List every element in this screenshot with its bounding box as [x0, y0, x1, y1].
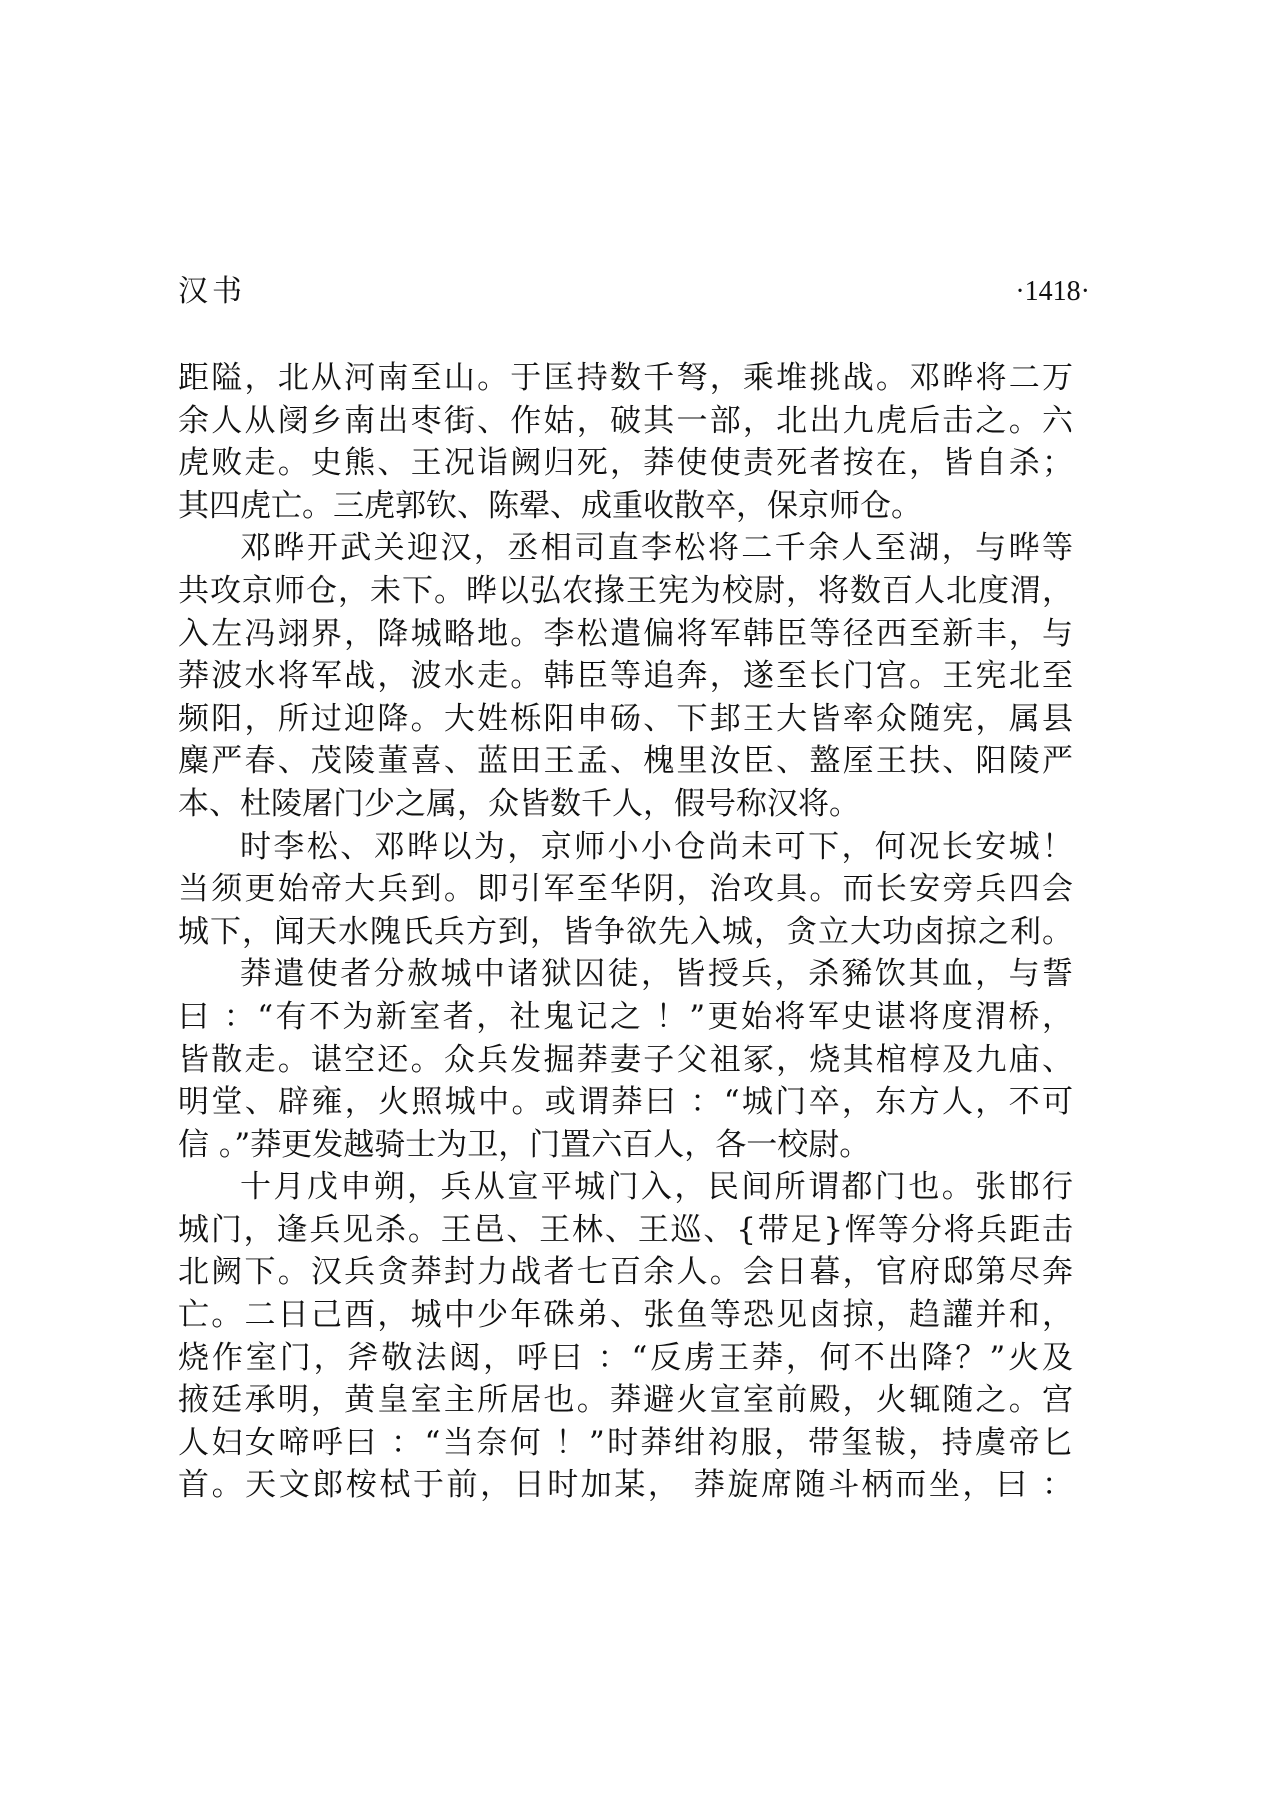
- text-line: 入左冯翊界，降城略地。李松遣偏将军韩臣等径西至新丰，与: [178, 615, 1073, 652]
- text-line: 十月戊申朔，兵从宣平城门入，民间所谓都门也。张邯行: [240, 1169, 1073, 1206]
- text-line: 城下，闻天水隗氏兵方到，皆争欲先入城，贪立大功卤掠之利。: [178, 913, 1073, 950]
- text-line: 北阙下。汉兵贪莽封力战者七百余人。会日暮，官府邸第尽奔: [178, 1254, 1073, 1291]
- text-line: 麋严春、茂陵董喜、蓝田王孟、槐里汝臣、盩厔王扶、阳陵严: [178, 743, 1073, 780]
- text-line: 距隘，北从河南至山。于匡持数千弩，乘堆挑战。邓晔将二万: [178, 360, 1073, 396]
- text-line: 明堂、辟雍，火照城中。或谓莽曰 ：“城门卒，东方人，不可: [178, 1084, 1073, 1121]
- text-line: 频阳，所过迎降。大姓栎阳申砀、下邽王大皆率众随宪，属县: [178, 700, 1073, 737]
- text-line: 莽波水将军战，波水走。韩臣等追奔，遂至长门宫。王宪北至: [178, 658, 1073, 695]
- text-line: 时李松、邓晔以为，京师小小仓尚未可下，何况长安城！: [240, 828, 1073, 865]
- text-line: 首。天文郎桉栻于前，日时加某， 莽旋席随斗柄而坐，曰 ：: [178, 1467, 1073, 1504]
- text-line: 虎败走。史熊、王况诣阙归死，莽使使责死者按在，皆自杀；: [178, 445, 1073, 482]
- text-line: 邓晔开武关迎汉，丞相司直李松将二千余人至湖，与晔等: [240, 530, 1073, 567]
- text-line: 余人从阌乡南出枣街、作姑，破其一部，北出九虎后击之。六: [178, 402, 1073, 439]
- book-title: 汉书: [178, 274, 246, 309]
- text-line: 掖廷承明，黄皇室主所居也。莽避火宣室前殿，火辄随之。宫: [178, 1382, 1073, 1419]
- text-line: 本、杜陵屠门少之属，众皆数千人，假号称汉将。: [178, 785, 860, 822]
- text-line: 亡。二日己酉，城中少年硃弟、张鱼等恐见卤掠，趋讙并和，: [178, 1297, 1073, 1334]
- text-line: 共攻京师仓，未下。晔以弘农掾王宪为校尉，将数百人北度渭，: [178, 572, 1073, 609]
- text-line: 莽遣使者分赦城中诸狱囚徒，皆授兵，杀豨饮其血，与誓: [240, 956, 1073, 993]
- text-line: 人妇女啼呼曰 ：“当奈何 ！”时莽绀袀服，带玺韨，持虞帝匕: [178, 1424, 1073, 1461]
- page-header: [178, 272, 1090, 312]
- text-line: 皆散走。谌空还。众兵发掘莽妻子父祖冢，烧其棺椁及九庙、: [178, 1041, 1073, 1078]
- text-line: 信 。”莽更发越骑士为卫，门置六百人，各一校尉。: [178, 1126, 871, 1163]
- text-line: 其四虎亡。三虎郭钦、陈翚、成重收散卒，保京师仓。: [178, 487, 922, 524]
- text-line: 城门，逢兵见杀。王邑、王林、王巡、{带足}恽等分将兵距击: [178, 1211, 1073, 1248]
- text-line: 曰 ：“有不为新室者，社鬼记之 ！”更始将军史谌将度渭桥，: [178, 998, 1073, 1035]
- body-text: [178, 357, 1073, 1507]
- text-line: 烧作室门，斧敬法闼，呼曰 ：“反虏王莽，何不出降？”火及: [178, 1339, 1073, 1376]
- text-line: 当须更始帝大兵到。即引军至华阴，治攻具。而长安旁兵四会: [178, 871, 1073, 908]
- page-number: ·1418·: [1015, 276, 1090, 307]
